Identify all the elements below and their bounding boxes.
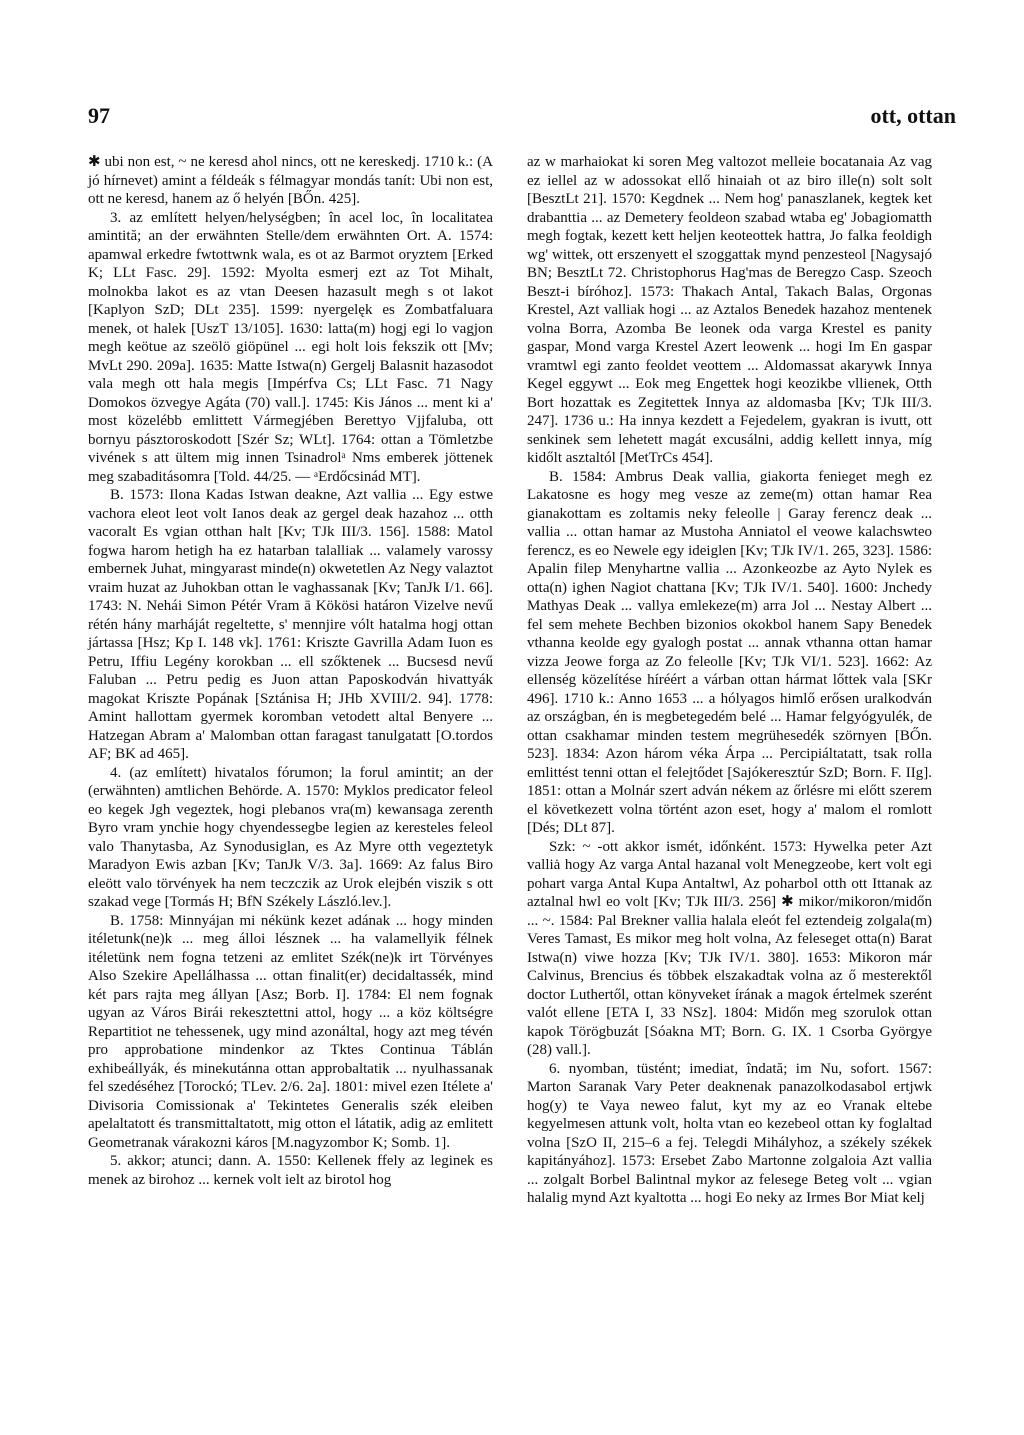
right-column <box>527 153 932 1208</box>
entry-paragraph: 5. akkor; atunci; dann. A. 1550: Kellenek ffely az leginek es menek az birohoz ... kernek volt ielt az birotol hog <box>88 1153 493 1188</box>
entry-paragraph: ✱ ubi non est, ~ ne keresd ahol nincs, ott ne kereskedj. 1710 k.: (A jó hírnevet) amint a féldeák s félmagyar mondás tanít: Ubi non est, ott ne keresd, hanem az ő helyén [BŐn. 425]. <box>88 154 493 207</box>
page-number: 97 <box>88 103 110 128</box>
entry-paragraph: 3. az említett helyen/helységben; în acel loc, în localitatea amintită; an der erwähnten Stelle/dem erwähnten Ort. A. 1574: apamwal erkedre fwtottwnk wala, es ot az Barmot oryztem [Erked K; LLt Fasc. 29]. 1592: Myolta esmerj ezt az Tot Mihalt, molnokba lakot es az vtan Deesen hazasult megh s ot lakot [Kaplyon SzD; DLt 235]. 1599: nyergelęk es Zombatfaluara menek, ot halek [UszT 13/105]. 1630: latta(m) hogj egi lo vagjon megh keötue az szeölö giöpünel ... egi holt lois fekszik ott [Mv; MvLt 290. 209a]. 1635: Matte Istwa(n) Gergelj Balasnit hazasodot vala megh ott hala megis [Impérfva Cs; LLt Fasc. 71 Nagy Domokos özvegye Agáta (70) vall.]. 1745: Kis János ... ment ki a' most közelébb emlittett Vármegjében Berettyo Vjjfaluba, ott bornyu pásztoroskodott [Szér Sz; WLt]. 1764: ottan a Tömletzbe vivének s att ültem mig innen Tsinadrolᵃ Nms emberek jöttenek meg szabaditásomra [Told. 44/25. — ᵃErdőcsinád MT]. <box>88 209 493 485</box>
entry-paragraph: az w marhaiokat ki soren Meg valtozot melleie bocatanaia Az vag ez iellel az w adossokat ellő hinaiah ot az biro ille(n) solt solt [BesztLt 21]. 1570: Kegdnek ... Nem hog' panaszlanek, kegtek ket drabanttia ... az Demetery feoldeon szabad wtaba eg' Jobagiomatth megh fogtak, kezett kett heljen keoteottek hattra, Jo falka feoldigh wg' wittek, ott erszenyett el szoggattak mynd penzesteol [Nagysajó BN; BesztLt 72. Christophorus Hag'mas de Beregzo Casp. Szeoch Beszt-i bíróhoz]. 1573: Thakach Antal, Takach Balas, Orgonas Krestel, Azt valliak hogi ... az Aztalos Benedek hazahoz mentenek volna Borra, Azomba Be leonek oda varga Krestel es panity gaspar, Mond varga Krestel Azert leowenk ... hogi Im En gaspar vramtwl egi zanto feoldet veottem ... Aldomassat akarywk Innya Kegel eggywt ... Eok meg Engettek hogi keozikbe vllienek, Otth Bort hozattak es Zegitettek Innya az aldomasba [Kv; TJk III/3. 247]. 1736 u.: Ha innya kezdett a Fejedelem, gyakran is ivutt, ott senkinek sem lehetett magát excusálni, addig kellett innya, míg kidőlt asztaltól [MetTrCs 454]. <box>527 154 932 466</box>
entry-paragraph: B. 1758: Minnyájan mi nékünk kezet adának ... hogy minden itéletunk(ne)k ... meg álloi lésznek ... ha valamellyik félnek itéletünk nem fogna tetzeni az emlitet Szék(ne)k irt Törvényes Also Szekire Apellálhassa ... ottan finalit(er) decidaltassék, mind két pars rajta meg állyan [Asz; Borb. I]. 1784: El nem fognak ugyan az Város Birái rekesztettni attol, hogy ... a köz költségre Repartitiot ne tehessenek, ugy mind azonáltal, hogy azt meg tévén pro approbatione mindenkor az Tktes Continua Táblán exhibeállyák, és minekutánna ottan approbaltatik ... nyulhassanak fel szedéséhez [Torockó; TLev. 2/6. 2a]. 1801: mivel ezen Itélete a' Divisoria Comissionak a' Tekintetes Generalis szék eleiben apelaltatott és transmittaltatott, mig otton el látatik, adig az emlitett Geometranak várakozni káros [M.nagyzombor K; Somb. 1]. <box>88 912 493 1151</box>
left-column <box>88 153 493 1189</box>
entry-paragraph: B. 1573: Ilona Kadas Istwan deakne, Azt vallia ... Egy estwe vachora eleot leot volt Ianos deak az gergel deak hazahoz ... otth vacoralt Es vgian otthan halt [Kv; TJk III/3. 156]. 1588: Matol fogwa harom hetigh ha ez hatarban talalliak ... valamely varossy embernek Juhat, mingyarast minde(n) okwetetlen Az Negy valaztot vraim huzat az Juhokban ottan le vaghassanak [Kv; TanJk I/1. 66]. 1743: N. Nehái Simon Pétér Vram ā Kökösi határon Vizelve nevű rétén hány marháját regeltette, s' mennjire vólt hatalma hogj ottan jártassa [Hsz; Kp I. 148 vk]. 1761: Kriszte Gavrilla Adam Iuon es Petru, Iffiu Legény korokban ... ell szőktenek ... Bucsesd nevű Faluban ... Petru pedig es Juon attan Paposkodván hivattyák magokat Kriszte Popának [Sztánisa H; JHb XVIII/2. 94]. 1778: Amint hallottam gyermek koromban vetodett altal Benyere ... Hatzegan Abram a' Malomban ottan faragast tanulgatatt [O.tordos AF; BK ad 465]. <box>88 487 493 762</box>
entry-paragraph: 4. (az említett) hivatalos fórumon; la forul amintit; an der (erwähnten) amtlichen Behörde. A. 1570: Myklos predicator feleol eo kegek Jgh vegeztek, hogi plebanos vra(m) kewansaga zerenth Byro vram ynchie hogy chyendessegbe legien az keresteles feleol valo Thanytasba, Az Synodusiglan, es Az Myre otth vegeztetyk Maradyon Ewis azban [Kv; TanJk V/3. 3a]. 1669: Az falus Biro eleött valo törvények ha nem teczczik az Urok elejbén viszik s ott szakad vege [Tormás H; BfN Székely László.lev.]. <box>88 764 493 910</box>
entry-paragraph: 6. nyomban, tüstént; imediat, îndată; im Nu, sofort. 1567: Marton Saranak Vary Peter deaknenak panazolkodasabol ertjwk hog(y) te Vaya neweo falut, kyt my az eo Vranak eltebe kegyelmesen attunk volt, holta vtan eo kezebeol ottan ky foglaltad volna [SzO II, 215–6 a fej. Telegdi Mihályhoz, a székely székek kapitányához]. 1573: Ersebet Zabo Martonne zolgaloia Azt vallia ... zolgalt Borbel Balintnal mykor az felesege Beteg volt ... vgian halalig mynd Azt kyaltotta ... hogi Eo neky az Irmes Bor Miat kelj <box>527 1060 932 1206</box>
entry-paragraph: Szk: ~ -ott akkor ismét, időnként. 1573: Hywelka peter Azt valliȧ hogy Az varga Antal hazanal volt Menegzeobe, kert volt egi pohart varga Antal Kupa Antaltwl, Az poharbol otth ott Ittanak az aztalnal hwl eo volt [Kv; TJk III/3. 256] ✱ mikor/mikoron/midőn ... ~. 1584: Pal Brekner vallia halala eleót fel eztendeig zolgala(m) Veres Tamast, Es mikor meg holt volna, Az feleseget otta(n) Barat Istwa(n) viwe hozza [Kv; TJk IV/1. 380]. 1653: Mikoron már Calvinus, Brencius és többek elszakadtak volna az ő mesterektől doctor Luthertől, ottan könyveket írának a magok értelmek szerént valót ellene [ETA I, 33 NSz]. 1804: Midőn meg szorulok ottan kapok Törögbuzát [Sóakna MT; Born. G. IX. 1 Csorba Györgye (28) vall.]. <box>527 838 932 1058</box>
running-head: ott, ottan <box>870 103 956 128</box>
entry-paragraph: B. 1584: Ambrus Deak vallia, giakorta fenieget megh ez Lakatosne es hogy meg vesze az zeme(m) ottan hamar Rea gianakottam es zoltamis neky feleolle | Garay ferencz deak ... vallia ... ottan hamar az Mustoha Anniatol el veowe kalachswteo ferencz, es eo Newele egy ideiglen [Kv; TJk IV/1. 265, 323]. 1586: Apalin filep Menyhartne vallia ... Azonkeozbe az Ayto Nylek es otta(n) ighen Nagiot chattana [Kv; TJk IV/1. 540]. 1600: Jnchedy Mathyas Deak ... vallya emlekeze(m) arra Jol ... Nestay Albert ... fel sem mehete Bechben bizonios okokbol hanem Sapy Benedek vthanna keolde egy gyalogh postat ... annak vthanna ottan hamar vizza Jeowe forga az Zo feleolle [Kv; TJk VI/1. 523]. 1662: Az ellenség közelítése híréért a várban ottan hármat lőttek vala [SKr 496]. 1710 k.: Anno 1653 ... a hólyagos himlő erősen uralkodván az országban, én is megbetegedém belé ... Hamar felgyógyulék, de ottan csakhamar minden testem megrühesedék szörnyen [BŐn. 523]. 1834: Azon három véka Árpa ... Percipiáltatatt, tsak rolla emlittést tenni ottan el felejtődet [Sajókeresztúr SzD; Born. F. IIg]. 1851: ottan a Molnár szert adván nékem az őrlésre mi előtt szerem el következett volna történt azon eset, hogy a' malom el romlott [Dés; DLt 87]. <box>527 468 932 836</box>
